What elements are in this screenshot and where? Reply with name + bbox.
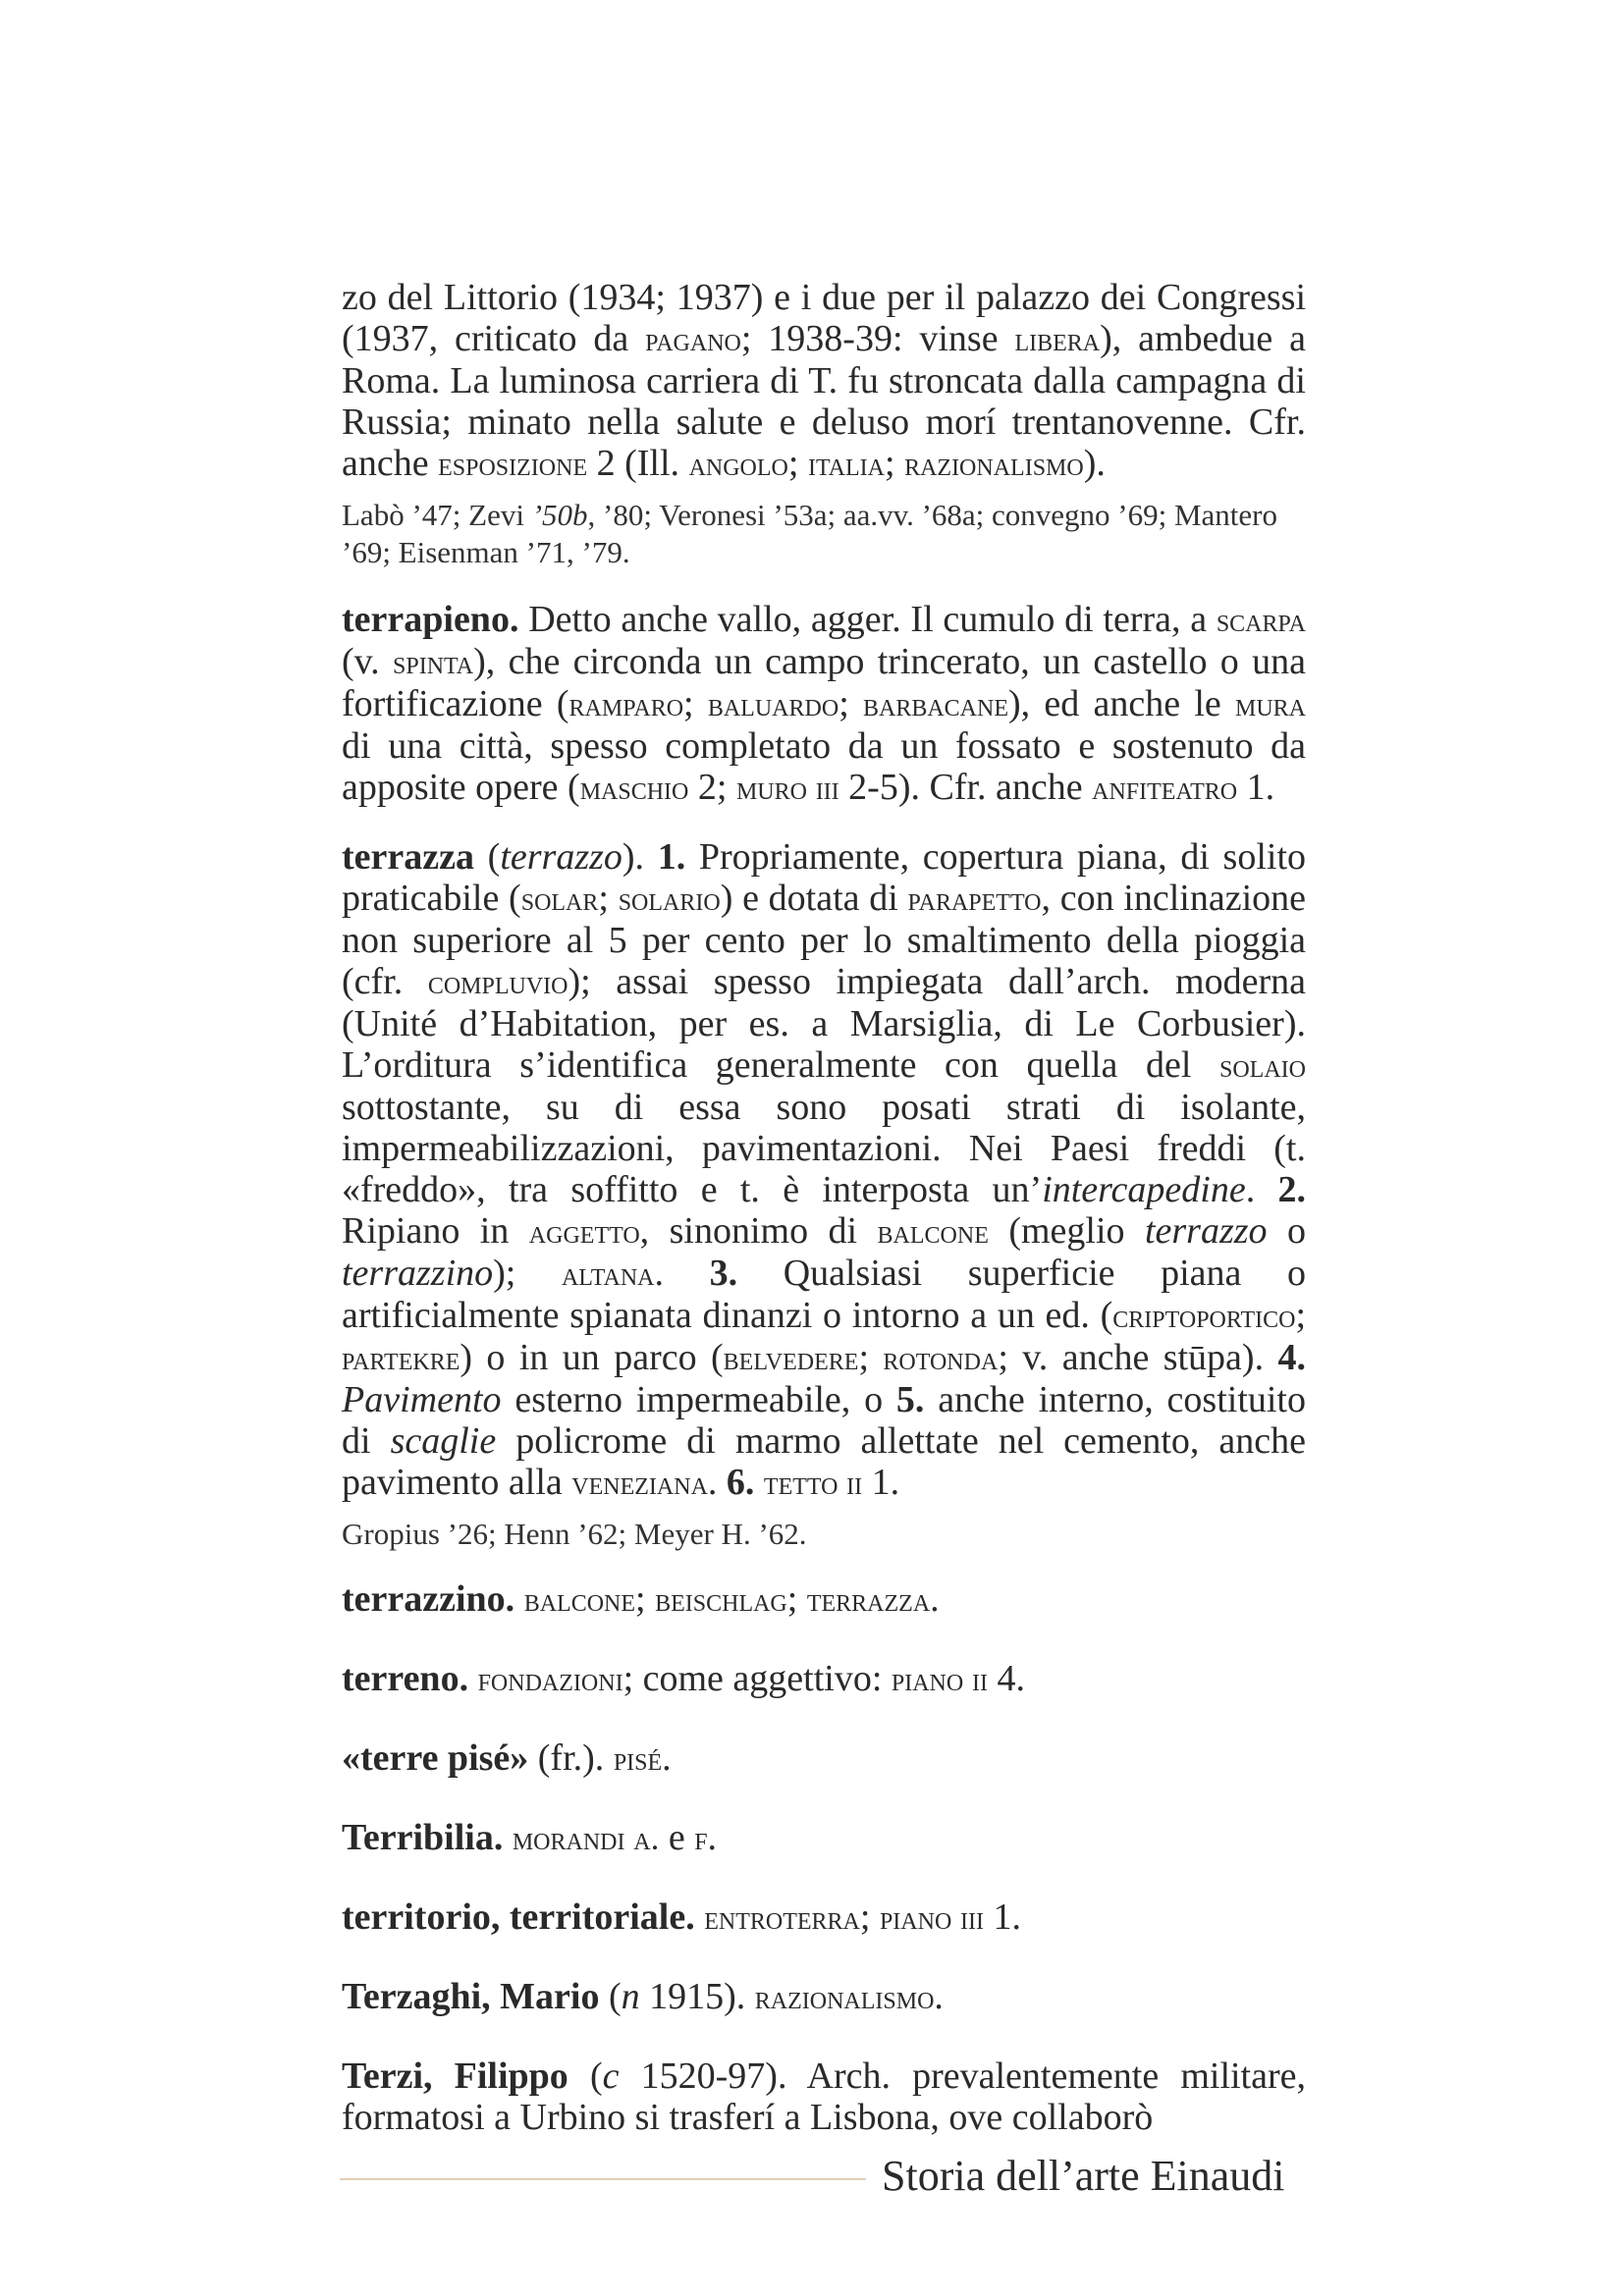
- text: ;: [885, 443, 905, 484]
- text: ; come aggettivo:: [622, 1658, 892, 1699]
- headword: Terzaghi, Mario: [342, 1976, 600, 2017]
- text: ;: [598, 878, 619, 919]
- text: .: [707, 1462, 727, 1503]
- text: 1915).: [639, 1976, 755, 2017]
- cross-ref-barbacane: barbacane: [862, 685, 1009, 723]
- cross-ref-solario: solario: [618, 880, 721, 918]
- text: ; 1938-39: vinse: [740, 318, 1015, 359]
- text: ) e dotata di: [720, 878, 908, 919]
- bibliography-terrazza: Gropius ’26; Henn ’62; Meyer H. ’62.: [342, 1517, 807, 1551]
- text: [503, 1817, 513, 1858]
- text: 2 (Ill.: [587, 443, 689, 484]
- text: , sinonimo di: [639, 1210, 878, 1252]
- cross-ref-balcone: balcone: [877, 1212, 989, 1251]
- cross-ref-piano: piano ii: [891, 1660, 988, 1698]
- headword: terrazzino.: [342, 1578, 515, 1620]
- cross-ref-libera: libera: [1014, 320, 1101, 358]
- text: ), ed anche le: [1008, 683, 1235, 724]
- cross-ref-morandi: morandi a.: [512, 1819, 660, 1857]
- cross-ref-razionalismo: razionalismo: [754, 1978, 935, 2016]
- text: .: [707, 1817, 718, 1858]
- sense-number: 2.: [1277, 1169, 1306, 1210]
- headword: terrapieno.: [342, 599, 519, 640]
- text: 1.: [984, 1896, 1021, 1938]
- text: ), che circonda un campo trincerato, un castello o una fortificazione (: [342, 641, 1306, 724]
- entry-terrapieno: [342, 599, 1306, 809]
- text: 4.: [987, 1658, 1025, 1699]
- text: .: [930, 1578, 940, 1620]
- text: (meglio: [988, 1210, 1145, 1252]
- text: [514, 1578, 524, 1620]
- cross-ref-partekre: partekre: [342, 1339, 460, 1377]
- text: terrazzino: [342, 1253, 494, 1294]
- cross-ref-pagano: pagano: [645, 320, 741, 358]
- sense-number: 6.: [726, 1462, 755, 1503]
- footer-publisher: Storia dell’arte Einaudi: [882, 2152, 1285, 2200]
- text: ; v. anche stūpa).: [998, 1337, 1278, 1378]
- cross-ref-spinta: spinta: [393, 643, 474, 681]
- cross-ref-terrazza: terrazza: [806, 1580, 931, 1619]
- text: ;: [683, 683, 708, 724]
- text: ;: [1295, 1295, 1306, 1336]
- text: ;: [635, 1578, 656, 1620]
- cross-ref-morandi-f: f: [694, 1819, 708, 1857]
- cross-ref-aggetto: aggetto: [528, 1212, 640, 1251]
- sense-number: 3.: [709, 1253, 738, 1294]
- headword: Terribilia.: [342, 1817, 504, 1858]
- entry-terrazzino: [342, 1578, 1306, 1621]
- text: .: [662, 1737, 672, 1779]
- cross-ref-razionalismo: razionalismo: [904, 445, 1084, 483]
- headword: «terre pisé»: [342, 1737, 529, 1779]
- cross-ref-criptoportico: criptoportico: [1112, 1297, 1296, 1335]
- text: Pavimento: [342, 1379, 502, 1420]
- entry-terrazza: [342, 836, 1306, 1504]
- footer-divider: [340, 2178, 866, 2180]
- text: , con inclinazione non superiore al 5 per cento per lo smaltimento della pioggia (cfr.: [342, 878, 1306, 1002]
- sense-number: 4.: [1277, 1337, 1306, 1378]
- text: Ripiano in: [342, 1210, 529, 1252]
- text: 2-5). Cfr. anche: [839, 767, 1093, 808]
- text: [468, 1658, 478, 1699]
- cross-ref-tetto: tetto ii: [763, 1464, 863, 1502]
- text: Detto anche vallo, agger. Il cumulo di terra, a: [518, 599, 1217, 640]
- entry-terribilia: [342, 1817, 1306, 1859]
- bibliography-littorio: [342, 497, 1306, 571]
- text: terrazzo: [500, 836, 622, 878]
- cross-ref-fondazioni: fondazioni: [477, 1660, 623, 1698]
- text: .: [654, 1253, 710, 1294]
- cross-ref-altana: altana: [561, 1255, 655, 1293]
- headword: terrazza: [342, 836, 474, 878]
- text: [754, 1462, 764, 1503]
- text: sottostante, su di essa sono posati strati di isolante, impermeabilizzazioni, pavimentazioni. Nei Paesi freddi (t. «freddo», tra soffitto e t. è interposta un’: [342, 1087, 1306, 1210]
- text: Propriamente, copertura piana, di solito praticabile (: [342, 836, 1307, 919]
- cross-ref-belvedere: belvedere: [723, 1339, 859, 1377]
- entry-territorio: [342, 1896, 1306, 1939]
- cross-ref-angolo: angolo: [688, 445, 788, 483]
- text: );: [493, 1253, 562, 1294]
- text: (: [568, 2056, 603, 2097]
- cross-ref-rotonda: rotonda: [883, 1339, 999, 1377]
- text: e: [659, 1817, 695, 1858]
- text: ’50b: [531, 498, 588, 532]
- text: o: [1267, 1210, 1306, 1252]
- cross-ref-parapetto: parapetto: [907, 880, 1042, 918]
- text: ).: [1083, 443, 1106, 484]
- text: (fr.).: [528, 1737, 614, 1779]
- cross-ref-veneziana: veneziana: [571, 1464, 708, 1502]
- text: , ’80; Veronesi ’53a; aa.vv. ’68a; convegno ’69; Mantero ’69; Eisenman ’71, ’79.: [342, 498, 1277, 569]
- text: 1.: [1237, 767, 1275, 808]
- text: n: [621, 1976, 640, 2017]
- cross-ref-esposizione: esposizione: [438, 445, 588, 483]
- cross-ref-entroterra: entroterra: [704, 1898, 860, 1937]
- cross-ref-muro: muro iii: [735, 769, 839, 807]
- text: ).: [622, 836, 658, 878]
- cross-ref-ramparo: ramparo: [568, 685, 684, 723]
- text: ;: [786, 1578, 807, 1620]
- cross-ref-scarpa: scarpa: [1216, 601, 1306, 639]
- text: ;: [858, 1337, 884, 1378]
- text: scaglie: [390, 1420, 497, 1462]
- text: intercapedine: [1042, 1169, 1246, 1210]
- text: ) o in un parco (: [460, 1337, 724, 1378]
- cross-ref-mura: mura: [1235, 685, 1307, 723]
- text: (: [474, 836, 501, 878]
- text: [695, 1896, 705, 1938]
- text: ), ambedue a Roma. La luminosa carriera di T. fu stroncata dalla campagna di Russia; minato nella salute e deluso morí trentanovenne. Cfr. anche: [342, 318, 1306, 484]
- cross-ref-pise: pisé: [613, 1739, 663, 1778]
- entry-terreno: [342, 1658, 1306, 1700]
- cross-ref-baluardo: baluardo: [707, 685, 839, 723]
- text: 1520-97). Arch. prevalentemente militare, formatosi a Urbino si trasferí a Lisbona, ove collaborò: [342, 2056, 1307, 2138]
- text: 1.: [862, 1462, 900, 1503]
- cross-ref-beischlag: beischlag: [655, 1580, 787, 1619]
- sense-number: 1.: [657, 836, 686, 878]
- text: 2;: [688, 767, 736, 808]
- text: terrazzo: [1144, 1210, 1268, 1252]
- headword: Terzi, Filippo: [342, 2056, 568, 2097]
- entry-terzaghi: [342, 1976, 1306, 2018]
- text: ;: [787, 443, 808, 484]
- text: zo del Littorio (1934; 1937) e i due per il palazzo dei Congressi (1937, criticato da: [342, 277, 1306, 359]
- text: di una città, spesso completato da un fossato e sostenuto da apposite opere (: [342, 725, 1306, 808]
- cross-ref-solaio: solaio: [1219, 1046, 1306, 1085]
- text: Qualsiasi superficie piana o artificialmente spianata dinanzi o intorno a un ed. (: [342, 1253, 1307, 1336]
- cross-ref-balcone: balcone: [523, 1580, 636, 1619]
- entry-littorio-continuation: [342, 277, 1306, 485]
- cross-ref-solar: solar: [520, 880, 599, 918]
- text: c: [602, 2056, 620, 2097]
- text: ;: [839, 683, 863, 724]
- text: (: [599, 1976, 622, 2017]
- page-text-column: [342, 277, 1306, 2138]
- text: .: [1245, 1169, 1278, 1210]
- text: ;: [859, 1896, 880, 1938]
- headword: terreno.: [342, 1658, 469, 1699]
- cross-ref-italia: italia: [807, 445, 885, 483]
- text: Labò ’47; Zevi: [342, 498, 532, 532]
- entry-terzi: [342, 2056, 1306, 2138]
- text: (v.: [342, 641, 394, 682]
- sense-number: 5.: [895, 1379, 925, 1420]
- cross-ref-compluvio: compluvio: [427, 963, 568, 1001]
- text: esterno impermeabile, o: [501, 1379, 896, 1420]
- headword: territorio, territoriale.: [342, 1896, 695, 1938]
- text: .: [934, 1976, 944, 2017]
- text: policrome di marmo allettate nel cemento, anche pavimento alla: [342, 1420, 1307, 1503]
- cross-ref-piano: piano iii: [879, 1898, 984, 1937]
- text: ); assai spesso impiegata dall’arch. moderna (Unité d’Habitation, per es. a Marsiglia, di Le Corbusier). L’orditura s’identifica generalmente con quella del: [342, 961, 1306, 1086]
- entry-terre-pise: [342, 1737, 1306, 1780]
- text: anche interno, costituito di: [342, 1379, 1306, 1462]
- cross-ref-anfiteatro: anfiteatro: [1092, 769, 1238, 807]
- cross-ref-maschio: maschio: [579, 769, 689, 807]
